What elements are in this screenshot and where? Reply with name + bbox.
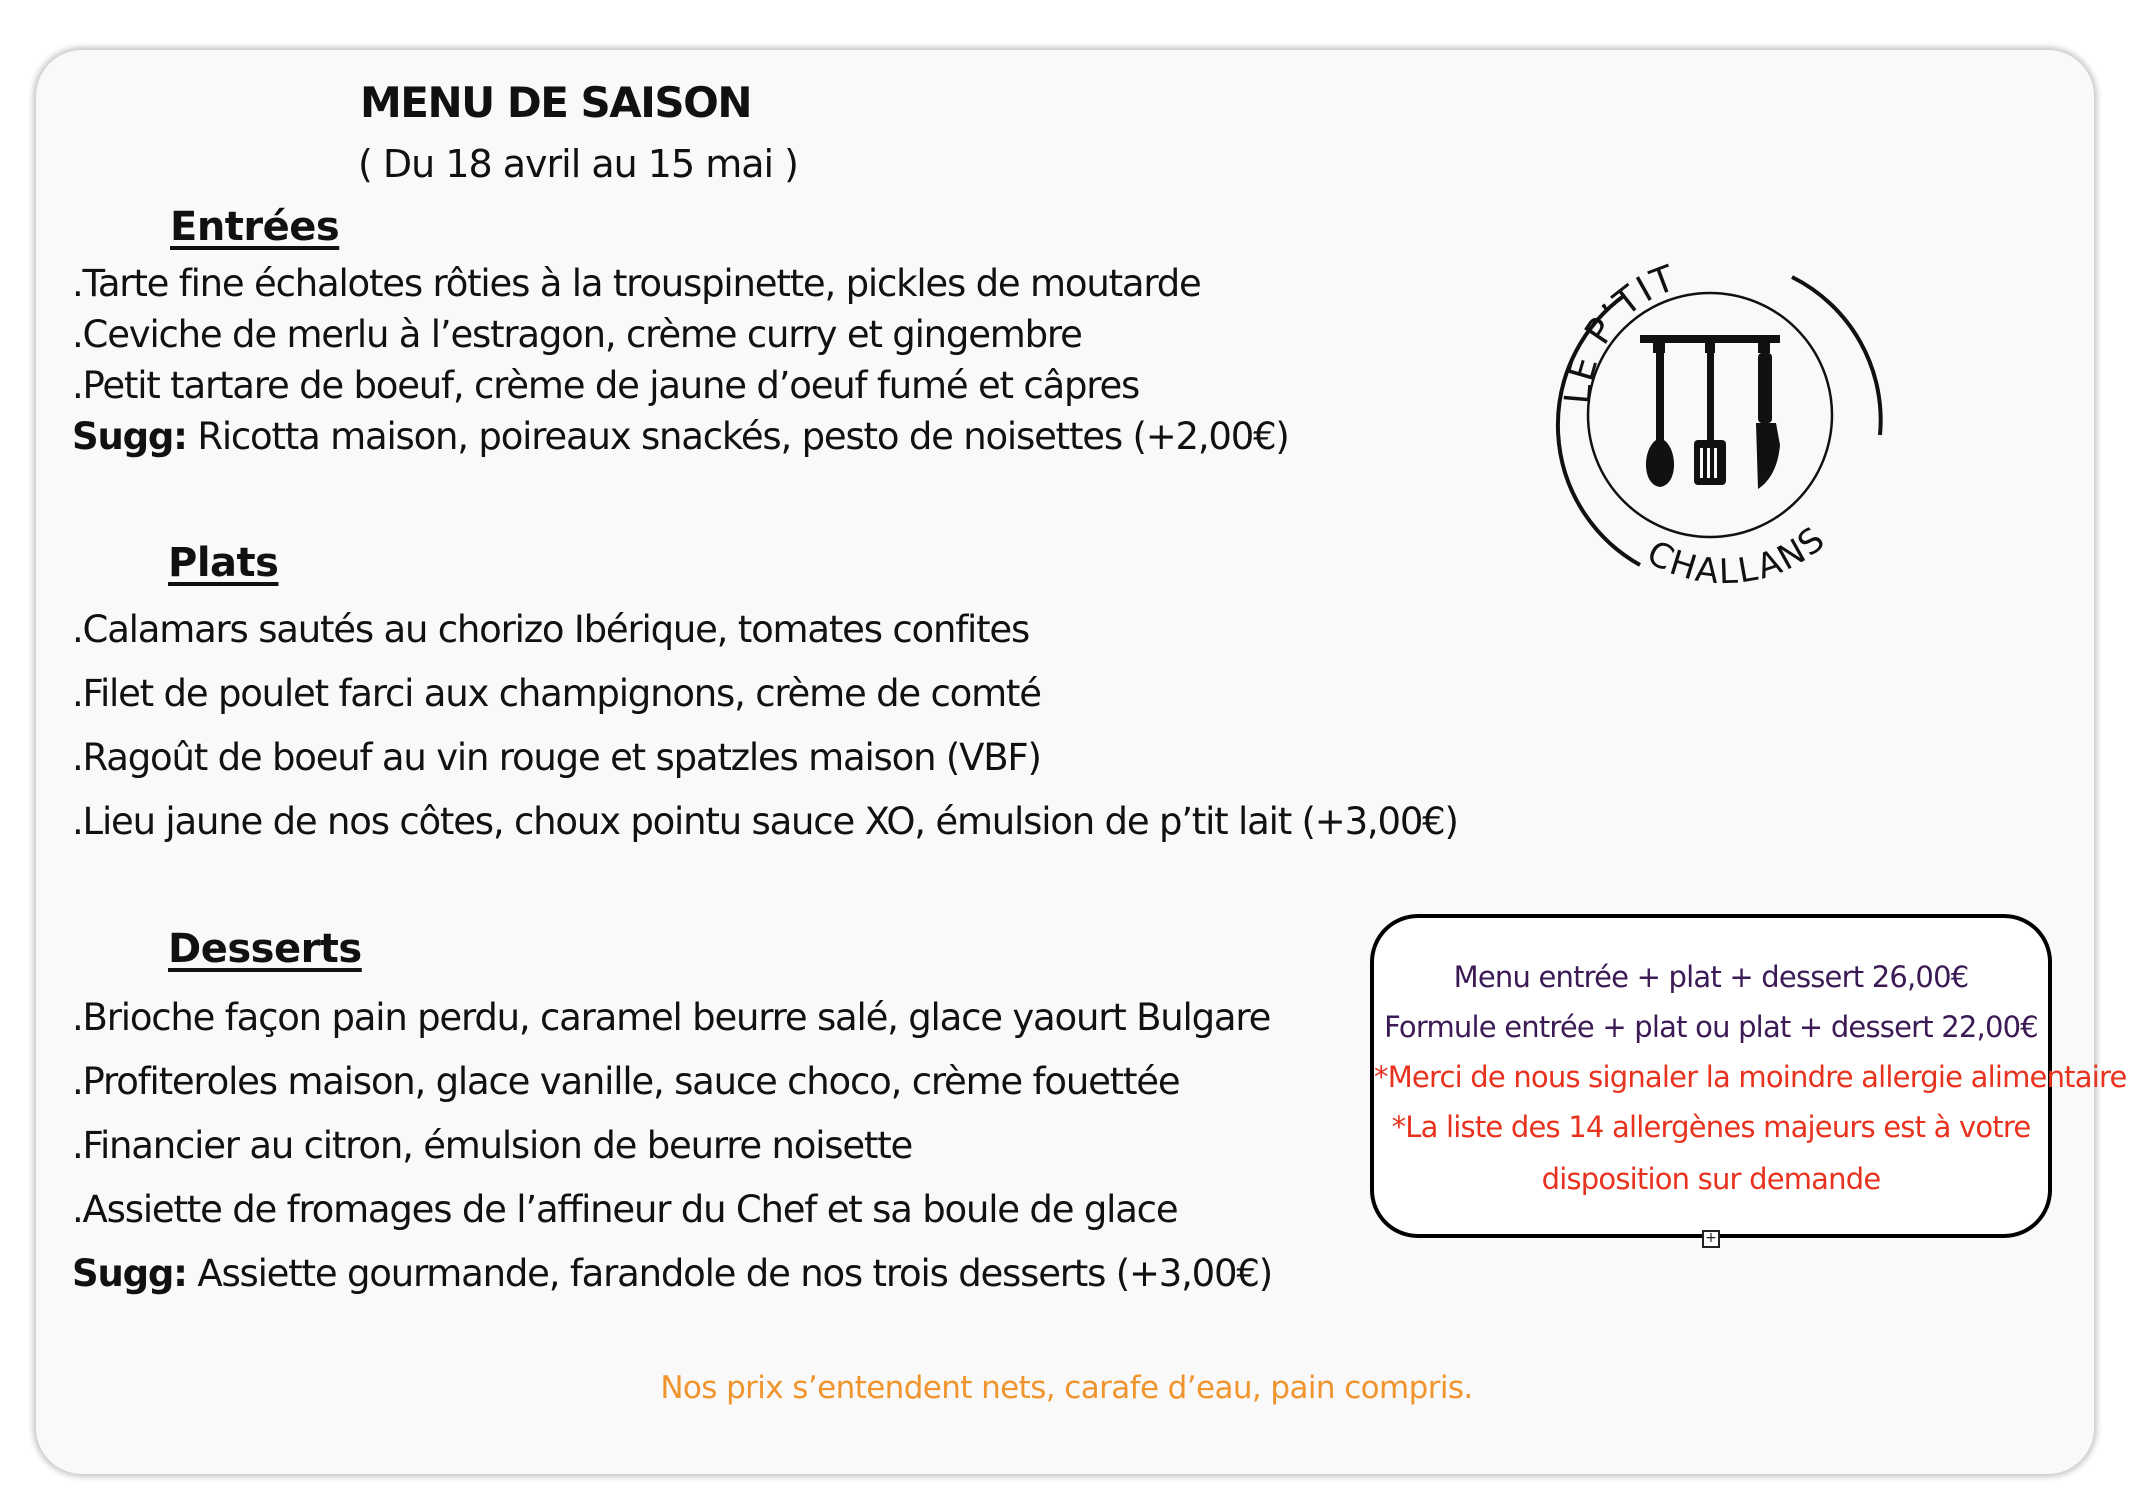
allergy-notice-3: disposition sur demande [1541,1162,1881,1196]
resize-handle-icon[interactable]: + [1702,1230,1720,1248]
allergy-notice-2: *La liste des 14 allergènes majeurs est à votre [1391,1110,2031,1144]
entree-item-3: .Petit tartare de boeuf, crème de jaune d’oeuf fumé et câpres [72,364,1140,407]
logo-outer-arc-right [1792,277,1881,435]
suggestion-label: Sugg: [72,1252,187,1295]
allergy-notice-1: *Merci de nous signaler la moindre allergie alimentaire [1374,1060,2127,1094]
menu-period: ( Du 18 avril au 15 mai ) [358,142,798,186]
suggestion-label: Sugg: [72,415,187,458]
dessert-item-1: .Brioche façon pain perdu, caramel beurre salé, glace yaourt Bulgare [72,996,1271,1039]
entree-item-1: .Tarte fine échalotes rôties à la trouspinette, pickles de moutarde [72,262,1201,305]
plat-item-1: .Calamars sautés au chorizo Ibérique, tomates confites [72,608,1030,651]
entree-item-2: .Ceviche de merlu à l’estragon, crème curry et gingembre [72,313,1082,356]
footer-note: Nos prix s’entendent nets, carafe d’eau, pain compris. [660,1370,1473,1406]
plat-item-2: .Filet de poulet farci aux champignons, crème de comté [72,672,1041,715]
formula-box [1370,914,2127,1238]
dessert-suggestion [72,1252,1272,1295]
heading-plats: Plats [168,540,279,586]
menu-title: MENU DE SAISON [360,78,752,127]
plat-item-3: .Ragoût de boeuf au vin rouge et spatzles maison (VBF) [72,736,1041,779]
plat-item-4: .Lieu jaune de nos côtes, choux pointu sauce XO, émulsion de p’tit lait (+3,00€) [72,800,1458,843]
entree-suggestion [72,415,1289,458]
menu-formula-price: Menu entrée + plat + dessert 26,00€ [1453,960,1969,994]
dessert-item-2: .Profiteroles maison, glace vanille, sauce choco, crème fouettée [72,1060,1180,1103]
formule-price: Formule entrée + plat ou plat + dessert 22,00€ [1384,1010,2038,1044]
suggestion-text: Assiette gourmande, farandole de nos trois desserts (+3,00€) [186,1252,1272,1295]
logo-bottom-text: CHALLANS [1640,518,1834,593]
restaurant-logo [1530,235,1890,595]
dessert-item-3: .Financier au citron, émulsion de beurre noisette [72,1124,913,1167]
heading-entrees: Entrées [170,204,340,250]
heading-desserts: Desserts [168,926,362,972]
dessert-item-4: .Assiette de fromages de l’affineur du Chef et sa boule de glace [72,1188,1178,1231]
suggestion-text: Ricotta maison, poireaux snackés, pesto de noisettes (+2,00€) [186,415,1289,458]
utensils-icon [1640,335,1780,489]
logo-top-text: LE P’TIT [1557,257,1683,406]
